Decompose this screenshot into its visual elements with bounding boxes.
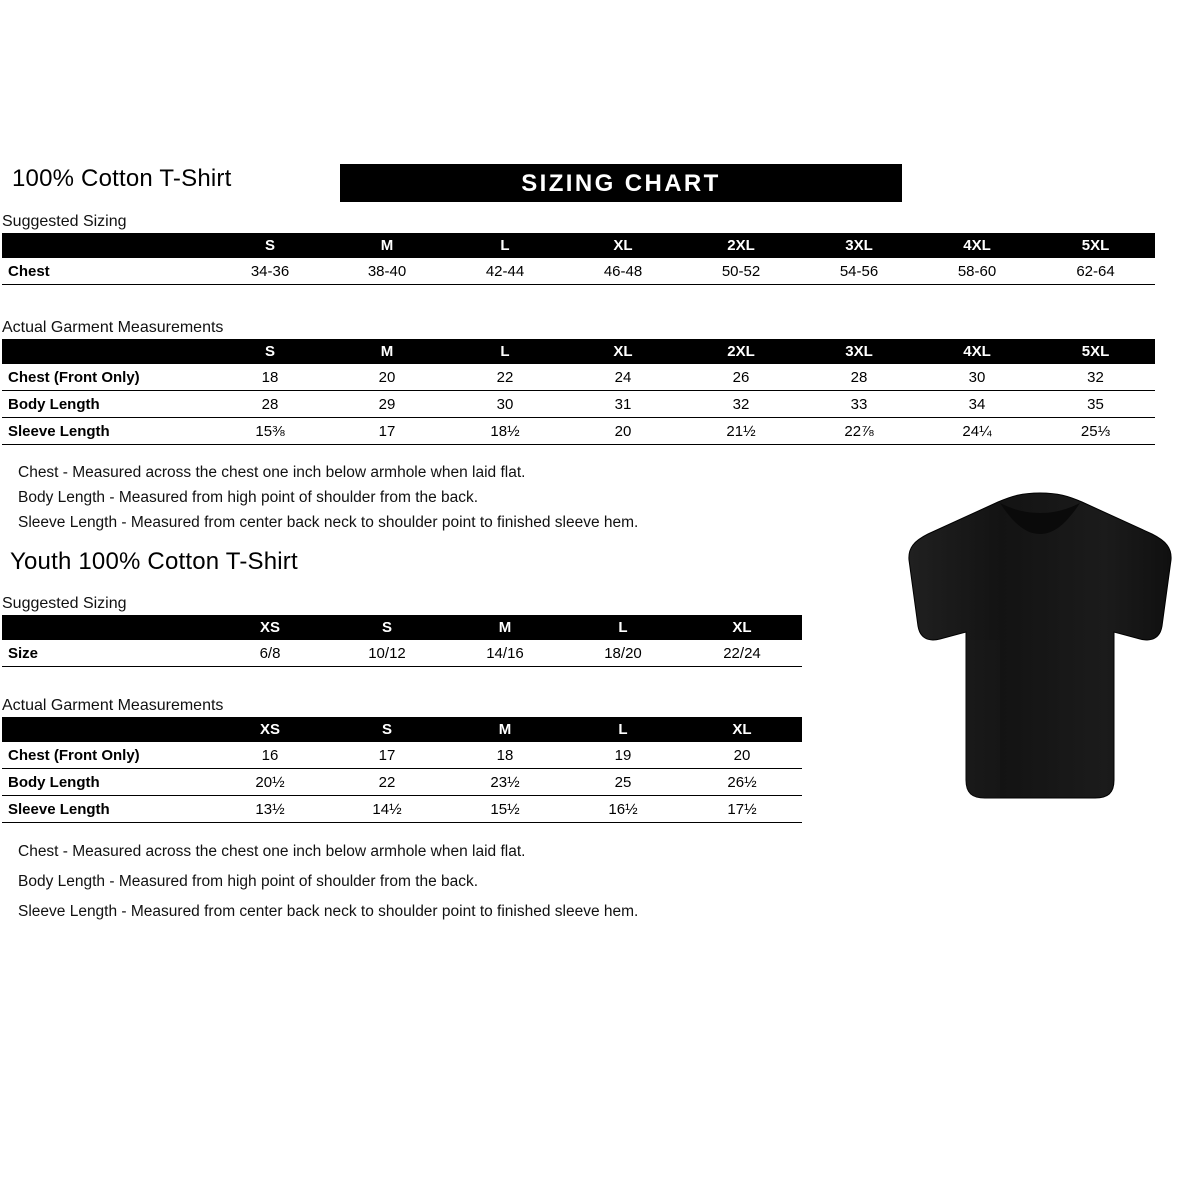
row-label: Size [2,640,212,667]
col-head [2,233,212,258]
adult-actual-label: Actual Garment Measurements [2,319,224,336]
cell: 33 [800,391,918,418]
sizing-chart-banner-label: SIZING CHART [521,170,721,197]
col-head: XL [682,717,802,742]
cell: 32 [1036,364,1155,391]
youth-actual-label: Actual Garment Measurements [2,697,224,714]
sizing-chart-banner [340,164,902,202]
cell: 34 [918,391,1036,418]
col-head: XS [212,615,328,640]
cell: 17 [328,742,446,769]
col-head: 3XL [800,339,918,364]
col-head: M [328,339,446,364]
col-head [2,615,212,640]
cell: 18/20 [564,640,682,667]
t-shirt-image [890,490,1190,810]
col-head: XS [212,717,328,742]
adult-suggested-table [2,233,1155,285]
col-head: L [564,717,682,742]
cell: 26 [682,364,800,391]
cell: 20 [328,364,446,391]
table-row [2,796,802,823]
cell: 6/8 [212,640,328,667]
row-label: Body Length [2,391,212,418]
cell: 26½ [682,769,802,796]
table-header-row [2,717,802,742]
table-row [2,769,802,796]
adult-note-body-length: Body Length - Measured from high point of shoulder from the back. [18,489,479,506]
col-head: L [564,615,682,640]
table-row [2,364,1155,391]
cell: 30 [918,364,1036,391]
cell: 13½ [212,796,328,823]
youth-note-chest: Chest - Measured across the chest one inch below armhole when laid flat. [18,843,526,860]
col-head: 4XL [918,339,1036,364]
cell: 17 [328,418,446,445]
cell: 46-48 [564,258,682,285]
row-label: Sleeve Length [2,418,212,445]
table-header-row [2,233,1155,258]
adult-section-title: 100% Cotton T-Shirt [12,165,232,192]
col-head [2,717,212,742]
cell: 22 [328,769,446,796]
table-row [2,640,802,667]
cell: 24¼ [918,418,1036,445]
adult-suggested-label: Suggested Sizing [2,213,127,230]
cell: 15⅜ [212,418,328,445]
cell: 23½ [446,769,564,796]
col-head: 5XL [1036,339,1155,364]
t-shirt-icon [890,490,1190,810]
cell: 22 [446,364,564,391]
youth-suggested-table [2,615,802,667]
cell: 15½ [446,796,564,823]
cell: 29 [328,391,446,418]
youth-note-sleeve-length: Sleeve Length - Measured from center back neck to shoulder point to finished sleeve hem. [18,903,639,920]
cell: 20½ [212,769,328,796]
cell: 18 [446,742,564,769]
cell: 22⅞ [800,418,918,445]
cell: 18½ [446,418,564,445]
cell: 58-60 [918,258,1036,285]
cell: 25 [564,769,682,796]
youth-actual-table [2,717,802,823]
cell: 28 [800,364,918,391]
youth-note-body-length: Body Length - Measured from high point of shoulder from the back. [18,873,479,890]
adult-note-sleeve-length: Sleeve Length - Measured from center back neck to shoulder point to finished sleeve hem. [18,514,639,531]
youth-section-title: Youth 100% Cotton T-Shirt [10,548,298,575]
col-head: XL [682,615,802,640]
cell: 34-36 [212,258,328,285]
cell: 17½ [682,796,802,823]
row-label: Chest (Front Only) [2,364,212,391]
table-row [2,418,1155,445]
cell: 42-44 [446,258,564,285]
table-row [2,391,1155,418]
col-head: S [212,339,328,364]
adult-actual-table [2,339,1155,445]
col-head: L [446,339,564,364]
row-label: Chest [2,258,212,285]
cell: 16 [212,742,328,769]
table-header-row [2,339,1155,364]
col-head: M [446,615,564,640]
col-head: XL [564,339,682,364]
adult-note-chest: Chest - Measured across the chest one inch below armhole when laid flat. [18,464,526,481]
cell: 10/12 [328,640,446,667]
col-head: S [328,717,446,742]
cell: 32 [682,391,800,418]
row-label: Sleeve Length [2,796,212,823]
cell: 16½ [564,796,682,823]
cell: 30 [446,391,564,418]
cell: 20 [564,418,682,445]
col-head: M [328,233,446,258]
cell: 24 [564,364,682,391]
cell: 20 [682,742,802,769]
cell: 31 [564,391,682,418]
cell: 35 [1036,391,1155,418]
cell: 38-40 [328,258,446,285]
cell: 21½ [682,418,800,445]
col-head: XL [564,233,682,258]
youth-suggested-label: Suggested Sizing [2,595,127,612]
col-head: 2XL [682,339,800,364]
table-header-row [2,615,802,640]
col-head: S [212,233,328,258]
cell: 22/24 [682,640,802,667]
col-head: L [446,233,564,258]
col-head: 4XL [918,233,1036,258]
col-head: S [328,615,446,640]
col-head: 2XL [682,233,800,258]
cell: 14/16 [446,640,564,667]
cell: 54-56 [800,258,918,285]
col-head: 5XL [1036,233,1155,258]
table-row [2,742,802,769]
col-head [2,339,212,364]
cell: 28 [212,391,328,418]
row-label: Chest (Front Only) [2,742,212,769]
cell: 18 [212,364,328,391]
col-head: M [446,717,564,742]
cell: 50-52 [682,258,800,285]
cell: 14½ [328,796,446,823]
cell: 25⅓ [1036,418,1155,445]
cell: 62-64 [1036,258,1155,285]
col-head: 3XL [800,233,918,258]
row-label: Body Length [2,769,212,796]
cell: 19 [564,742,682,769]
table-row [2,258,1155,285]
